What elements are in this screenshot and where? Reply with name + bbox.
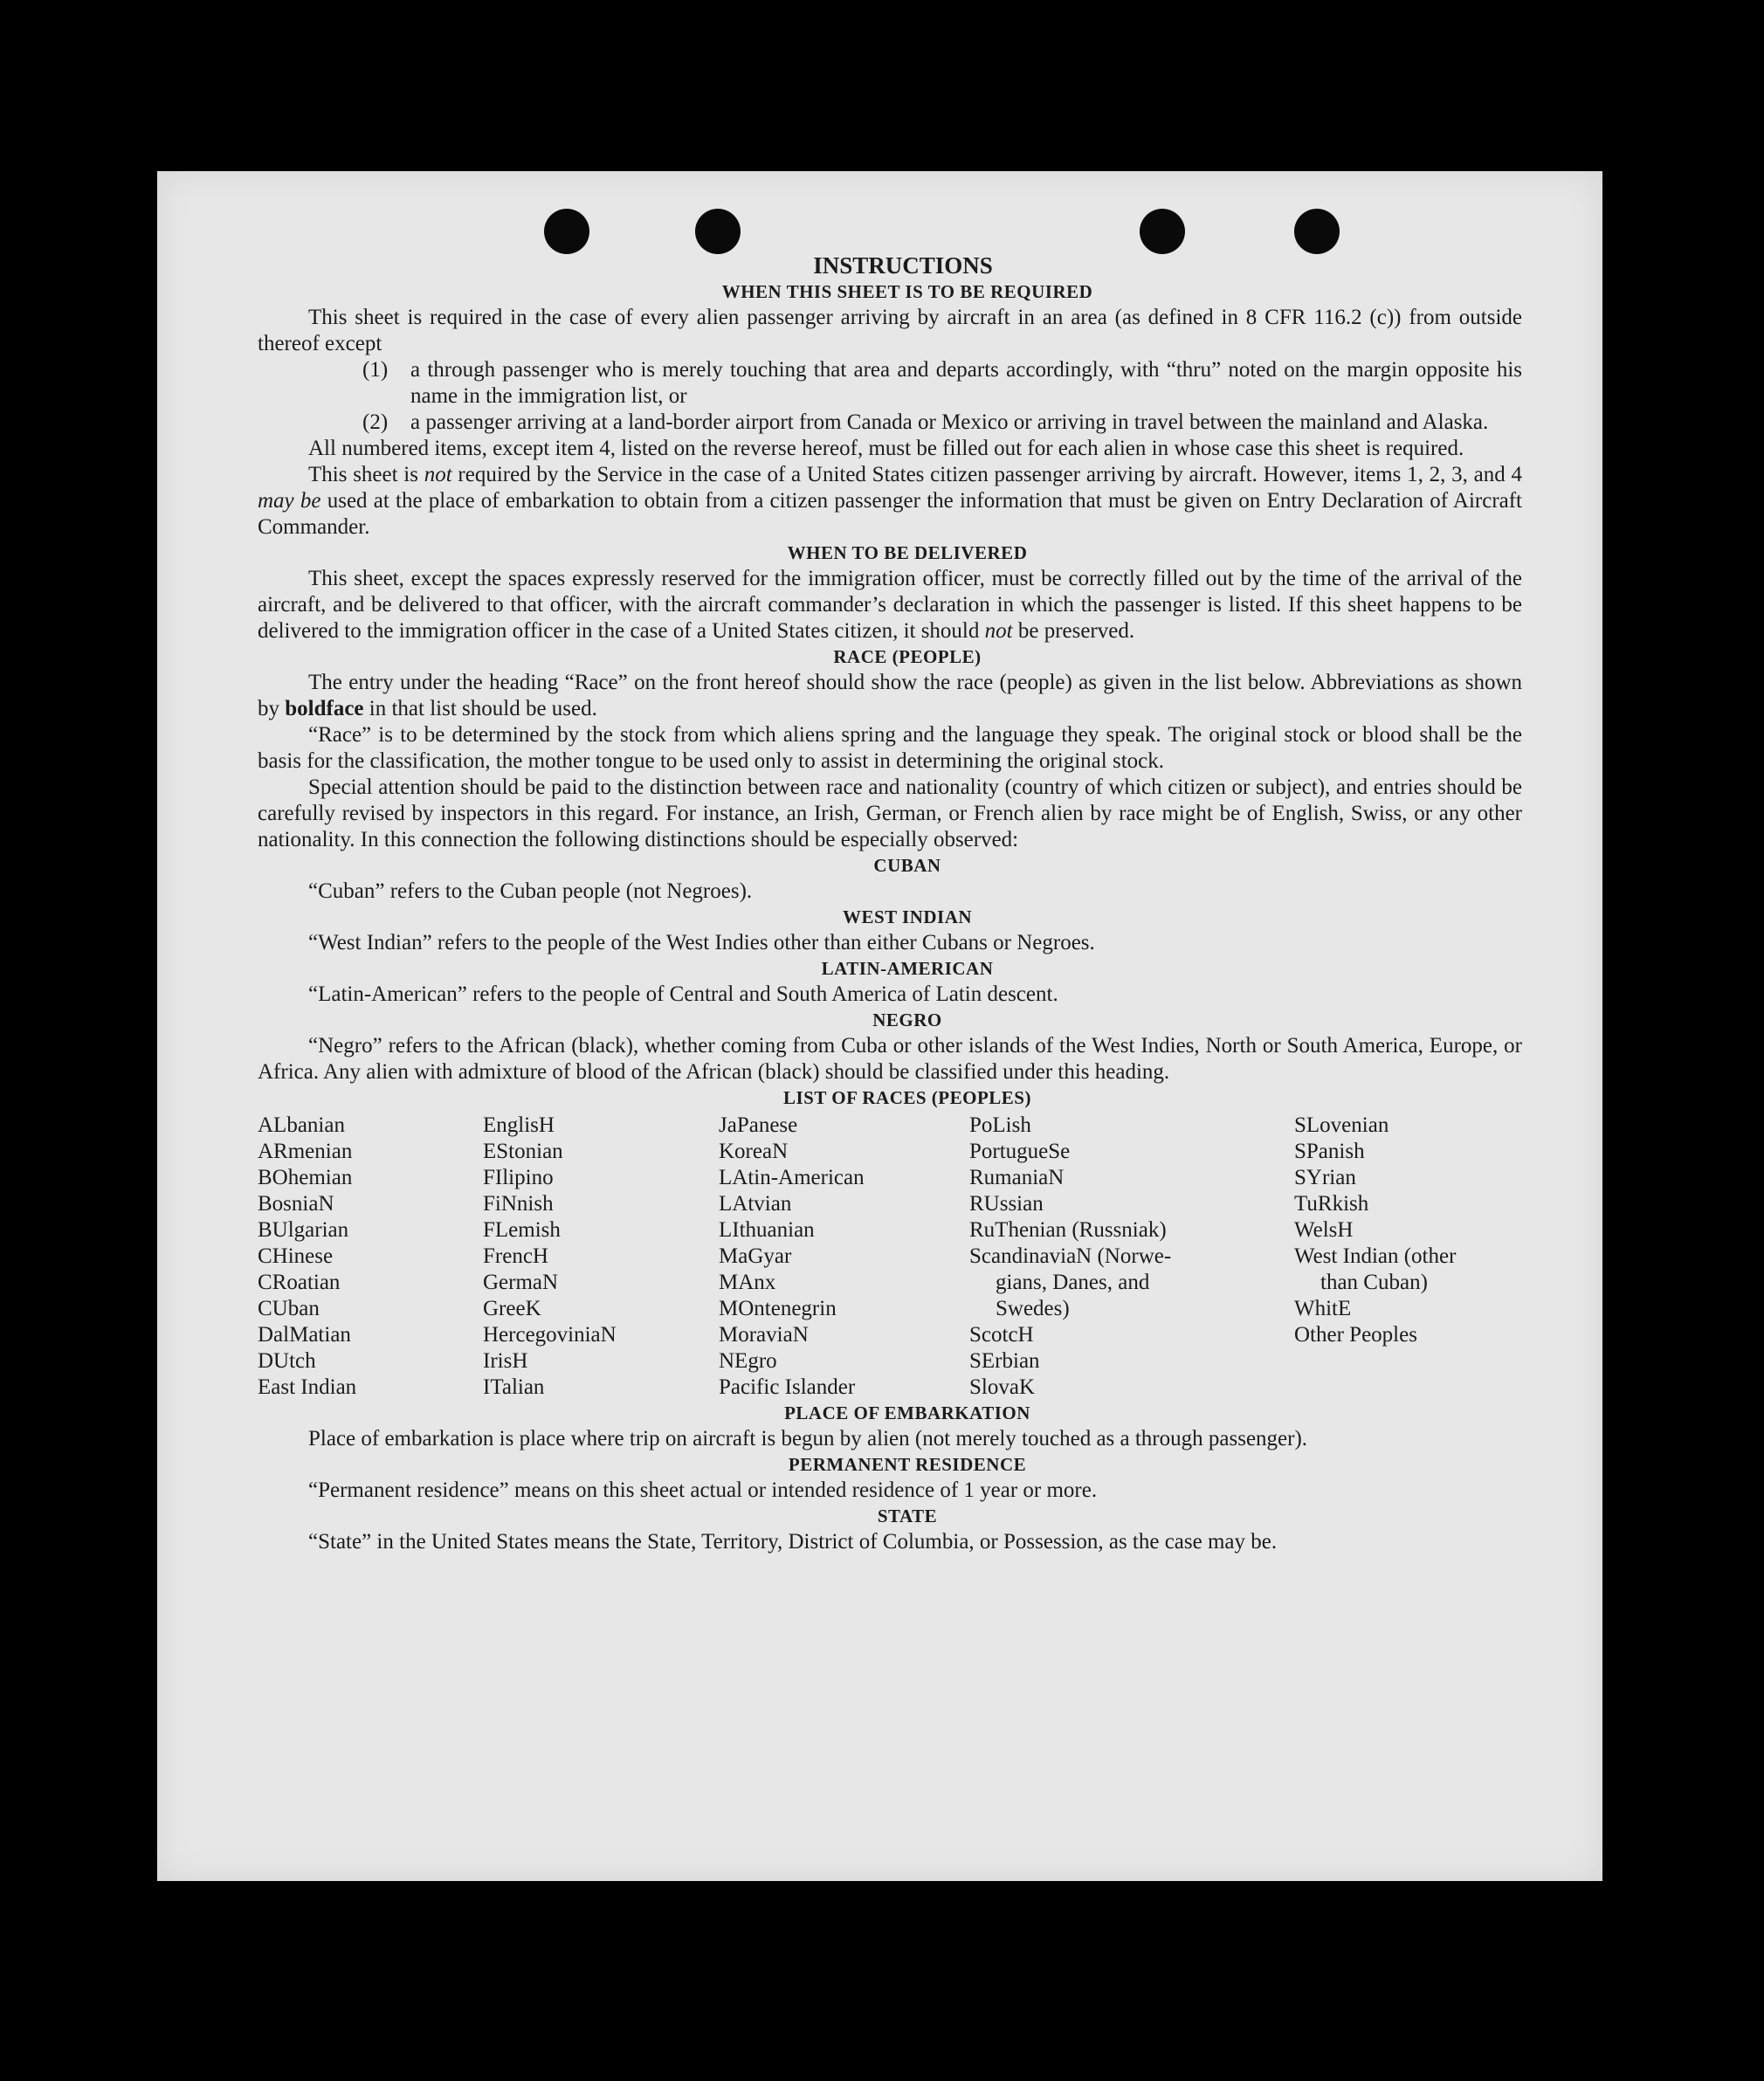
- emphasis: not: [424, 463, 452, 486]
- race-entry: BUlgarian: [258, 1218, 349, 1242]
- race-entry: NEgro: [719, 1349, 777, 1373]
- heading-list-of-races: LIST OF RACES (PEOPLES): [783, 1087, 1031, 1108]
- punch-hole: [1140, 209, 1185, 254]
- race-entry: ScotcH: [969, 1323, 1034, 1347]
- paragraph: All numbered items, except item 4, listed on the reverse hereof, must be filled out for each alien in whose case this sheet is required.: [308, 437, 1464, 460]
- emphasis: not: [984, 619, 1013, 643]
- race-entry: DUtch: [258, 1349, 316, 1373]
- race-entry-continued: gians, Danes, and: [996, 1271, 1150, 1294]
- race-entry: WelsH: [1294, 1218, 1354, 1242]
- races-column: [969, 1113, 1294, 1401]
- text-run: in that list should be used.: [363, 697, 597, 720]
- definition: “Negro” refers to the African (black), whether coming from Cuba or other islands of the West Indies, North or South America, Europe, or Africa. Any alien with admixture of blood of the African (black) should be classified under this heading.: [258, 1034, 1522, 1084]
- text-run: This sheet, except the spaces expressly reserved for the immigration officer, must be correctly filled out by the time of the arrival of the aircraft, and be delivered to that officer, with the aircraft commander’s declaration in which the passenger is listed. If this sheet happens to be delivered to the immigration officer in the case of a United States citizen, it should: [258, 567, 1522, 643]
- race-entry: PortugueSe: [969, 1140, 1071, 1163]
- item-text: a passenger arriving at a land-border airport from Canada or Mexico or arriving in travel between the mainland and Alaska.: [410, 410, 1489, 434]
- race-entry: FIlipino: [483, 1166, 554, 1189]
- heading-state: STATE: [877, 1506, 938, 1526]
- definition: “Cuban” refers to the Cuban people (not Negroes).: [308, 879, 753, 903]
- heading-latin-american: LATIN-AMERICAN: [821, 958, 994, 979]
- race-entry: IrisH: [483, 1349, 528, 1373]
- text-run: used at the place of embarkation to obtain from a citizen passenger the information that must be given on Entry Declaration of Aircraft Commander.: [258, 489, 1523, 539]
- punch-hole: [544, 209, 589, 254]
- race-entry: GreeK: [483, 1297, 541, 1320]
- item-text: a through passenger who is merely touching that area and departs accordingly, with “thru” noted on the margin opposite his name in the immigration list, or: [410, 358, 1522, 408]
- race-entry: JaPanese: [719, 1113, 798, 1137]
- race-entry: ALbanian: [258, 1113, 345, 1137]
- heading-cuban: CUBAN: [873, 855, 941, 876]
- list-item: [362, 410, 1522, 436]
- item-number: (2): [362, 410, 389, 434]
- race-entry: SYrian: [1294, 1166, 1356, 1189]
- text-run: required by the Service in the case of a United States citizen passenger arriving by aircraft. However, items 1, 2, 3, and 4: [451, 463, 1522, 486]
- heading-residence: PERMANENT RESIDENCE: [788, 1454, 1027, 1475]
- paragraph: [258, 670, 1522, 722]
- heading-embarkation: PLACE OF EMBARKATION: [784, 1402, 1030, 1423]
- race-entry: WhitE: [1294, 1297, 1352, 1320]
- race-entry: CRoatian: [258, 1271, 341, 1294]
- race-entry: BOhemian: [258, 1166, 353, 1189]
- race-entry: FLemish: [483, 1218, 561, 1242]
- list-item: [362, 357, 1522, 410]
- race-entry: RuThenian (Russniak): [969, 1218, 1167, 1242]
- emphasis: may be: [258, 489, 321, 513]
- race-entry: EnglisH: [483, 1113, 555, 1137]
- punch-hole: [695, 209, 741, 254]
- paragraph: Special attention should be paid to the distinction between race and nationality (country of which citizen or subject), and entries should be carefully revised by inspectors in this regard. For instance, an Irish, German, or French alien by race might be of English, Swiss, or any other nationality. In this connection the following distinctions should be especially observed:: [258, 775, 1522, 851]
- race-entry: West Indian (other: [1294, 1244, 1457, 1268]
- race-entry: CHinese: [258, 1244, 334, 1268]
- race-entry: SlovaK: [969, 1375, 1035, 1399]
- race-entry: KoreaN: [719, 1140, 789, 1163]
- races-column: [258, 1113, 483, 1401]
- race-entry: SLovenian: [1294, 1113, 1389, 1137]
- item-number: (1): [362, 358, 389, 382]
- definition: “State” in the United States means the State, Territory, District of Columbia, or Possession, as the case may be.: [308, 1530, 1278, 1554]
- definition: Place of embarkation is place where trip on aircraft is begun by alien (not merely touched as a through passenger).: [308, 1427, 1308, 1450]
- race-entry: SPanish: [1294, 1140, 1365, 1163]
- race-entry: EStonian: [483, 1140, 563, 1163]
- race-entry: DalMatian: [258, 1323, 351, 1347]
- race-entry: Other Peoples: [1294, 1323, 1417, 1347]
- race-entry: BosniaN: [258, 1192, 334, 1216]
- race-entry: Pacific Islander: [719, 1375, 856, 1399]
- heading-race: RACE (PEOPLE): [833, 646, 982, 667]
- races-list: [258, 1113, 1522, 1401]
- race-entry: LAtvian: [719, 1192, 792, 1216]
- heading-west-indian: WEST INDIAN: [842, 906, 973, 927]
- race-entry: HercegoviniaN: [483, 1323, 617, 1347]
- definition: “Permanent residence” means on this sheet actual or intended residence of 1 year or more.: [308, 1478, 1098, 1502]
- definition: “West Indian” refers to the people of the West Indies other than either Cubans or Negroes.: [308, 931, 1095, 954]
- race-entry: ARmenian: [258, 1140, 353, 1163]
- page-title: INSTRUCTIONS: [813, 252, 993, 279]
- race-entry: RUssian: [969, 1192, 1044, 1216]
- race-entry-continued: Swedes): [996, 1297, 1070, 1320]
- race-entry: FiNnish: [483, 1192, 554, 1216]
- instructions-body: [258, 252, 1522, 1555]
- paragraph: “Race” is to be determined by the stock from which aliens spring and the language they speak. The original stock or blood shall be the basis for the classification, the mother tongue to be used only to assist in determining the original stock.: [258, 723, 1522, 773]
- race-entry: CUban: [258, 1297, 320, 1320]
- race-entry: RumaniaN: [969, 1166, 1065, 1189]
- race-entry: PoLish: [969, 1113, 1031, 1137]
- bold-text: boldface: [285, 697, 364, 720]
- race-entry: GermaN: [483, 1271, 559, 1294]
- race-entry: MaGyar: [719, 1244, 792, 1268]
- heading-when-delivered: WHEN TO BE DELIVERED: [787, 542, 1028, 563]
- text-run: This sheet is: [308, 463, 424, 486]
- race-entry: East Indian: [258, 1375, 357, 1399]
- text-run: The entry under the heading “Race” on the front hereof should show the race (people) as given in the list below. Abbreviations as shown by: [258, 671, 1522, 720]
- text-run: be preserved.: [1012, 619, 1135, 643]
- race-entry: MoraviaN: [719, 1323, 809, 1347]
- race-entry: MAnx: [719, 1271, 776, 1294]
- race-entry: TuRkish: [1294, 1192, 1369, 1216]
- definition: “Latin-American” refers to the people of Central and South America of Latin descent.: [308, 982, 1058, 1006]
- document-sheet: [157, 171, 1602, 1881]
- race-entry: ScandinaviaN (Norwe-: [969, 1244, 1172, 1268]
- paragraph: [258, 462, 1522, 541]
- paragraph: This sheet is required in the case of every alien passenger arriving by aircraft in an area (as defined in 8 CFR 116.2 (c)) from outside thereof except: [258, 306, 1522, 355]
- race-entry: LIthuanian: [719, 1218, 815, 1242]
- paragraph: [258, 566, 1522, 644]
- race-entry-continued: than Cuban): [1320, 1271, 1428, 1294]
- races-column: [719, 1113, 969, 1401]
- races-column: [483, 1113, 719, 1401]
- punch-hole: [1294, 209, 1340, 254]
- race-entry: SErbian: [969, 1349, 1040, 1373]
- heading-negro: NEGRO: [872, 1009, 942, 1030]
- heading-when-required: WHEN THIS SHEET IS TO BE REQUIRED: [721, 281, 1093, 302]
- race-entry: MOntenegrin: [719, 1297, 837, 1320]
- race-entry: LAtin-American: [719, 1166, 865, 1189]
- race-entry: FrencH: [483, 1244, 548, 1268]
- race-entry: ITalian: [483, 1375, 545, 1399]
- races-column: [1294, 1113, 1522, 1401]
